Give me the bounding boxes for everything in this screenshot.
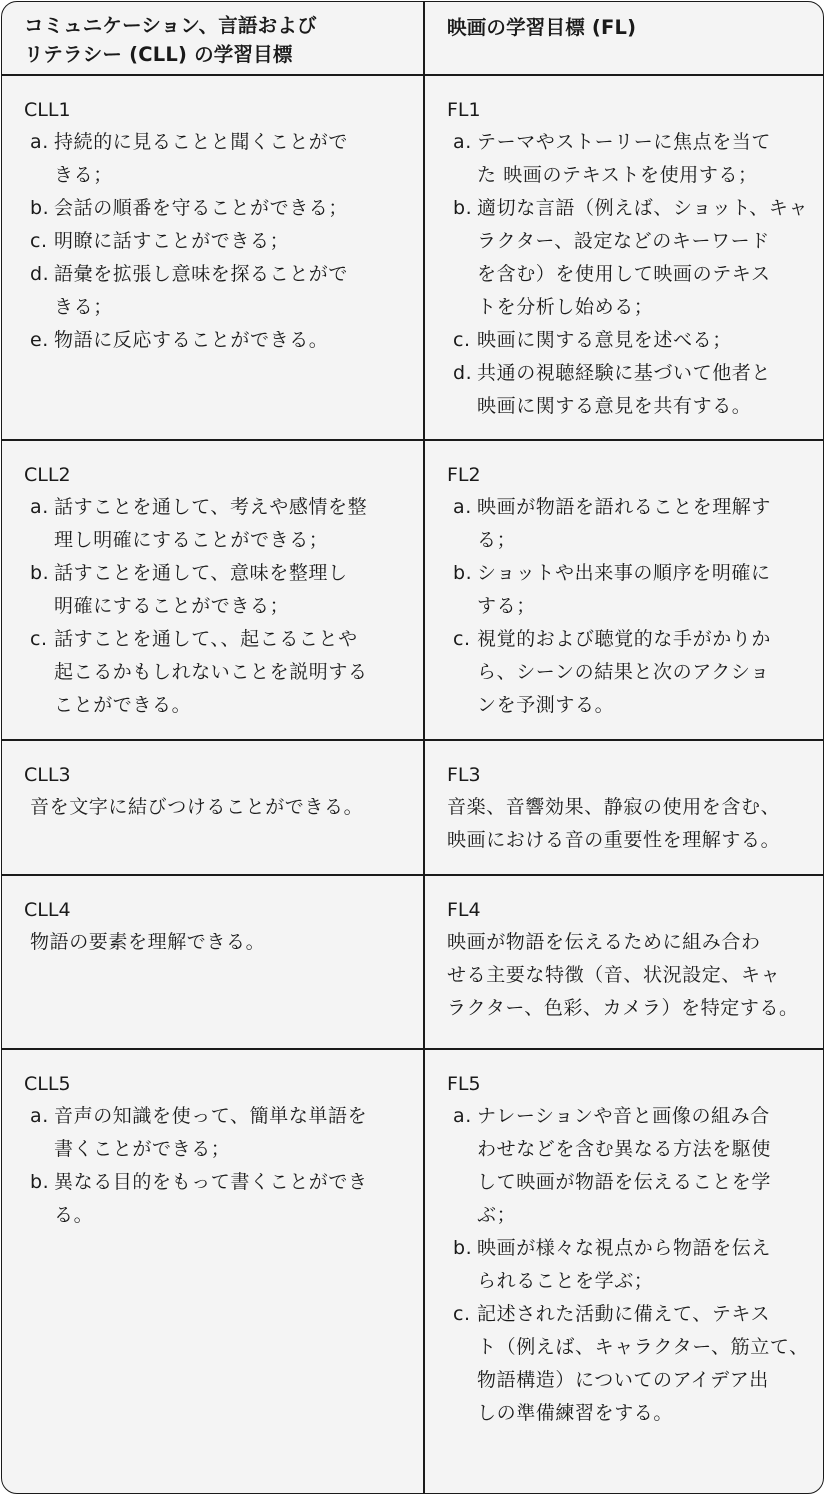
fl1-list xyxy=(425,126,824,423)
list-item: b. 適切な言語（例えば、ショット、キャ ラクター、設定などのキーワード を含む）を使用して映画のテキス トを分析し始める； xyxy=(453,197,809,318)
cll1-code: CLL1 xyxy=(24,99,71,121)
list-item: a. 話すことを通して、考えや感情を整 理し明確にすることができる； xyxy=(30,496,368,551)
cll4-text: 物語の要素を理解できる。 xyxy=(30,931,266,953)
list-item: a. 映画が物語を語れることを理解す る； xyxy=(453,496,772,551)
cll3-text: 音を文字に結びつけることができる。 xyxy=(30,796,364,818)
cll1-cell xyxy=(2,75,423,439)
header-fl-title: 映画の学習目標 (FL) xyxy=(447,16,637,39)
fl4-text: 映画が物語を伝えるために組み合わ せる主要な特徴（音、状況設定、キャ ラクター、色彩、カメラ）を特定する。 xyxy=(447,931,799,1019)
header-fl xyxy=(425,2,824,74)
list-item: e. 物語に反応することができる。 xyxy=(30,329,329,351)
fl1-code: FL1 xyxy=(447,99,481,121)
header-cll xyxy=(2,2,423,74)
fl1-cell xyxy=(425,75,824,439)
fl5-cell xyxy=(425,1049,824,1493)
list-item: a. 音声の知識を使って、簡単な単語を 書くことができる； xyxy=(30,1105,368,1160)
fl3-code: FL3 xyxy=(447,764,481,786)
cll5-list xyxy=(2,1100,423,1232)
list-item: b. 話すことを通して、意味を整理し 明確にすることができる； xyxy=(30,562,348,617)
cll4-code: CLL4 xyxy=(24,899,71,921)
cll5-code: CLL5 xyxy=(24,1073,71,1095)
list-item: b. ショットや出来事の順序を明確に する； xyxy=(453,562,771,617)
cll2-cell xyxy=(2,440,423,739)
fl3-text: 音楽、音響効果、静寂の使用を含む、 映画における音の重要性を理解する。 xyxy=(447,796,781,851)
list-item: a. テーマやストーリーに焦点を当て た 映画のテキストを使用する； xyxy=(453,131,772,186)
list-item: c. 視覚的および聴覚的な手がかりか ら、シーンの結果と次のアクショ ンを予測する。 xyxy=(453,628,772,716)
list-item: c. 映画に関する意見を述べる； xyxy=(453,329,732,351)
cll3-code: CLL3 xyxy=(24,764,71,786)
fl3-cell xyxy=(425,740,824,874)
fl2-code: FL2 xyxy=(447,464,481,486)
cll5-cell xyxy=(2,1049,423,1493)
list-item: b. 会話の順番を守ることができる； xyxy=(30,197,349,219)
fl2-cell xyxy=(425,440,824,739)
list-item: d. 共通の視聴経験に基づいて他者と 映画に関する意見を共有する。 xyxy=(453,362,772,417)
fl4-cell xyxy=(425,875,824,1048)
list-item: c. 記述された活動に備えて、テキス ト（例えば、キャラクター、筋立て、 物語構造）についてのアイデア出 しの準備練習をする。 xyxy=(453,1303,809,1424)
header-cll-title: コミュニケーション、言語および リテラシー (CLL) の学習目標 xyxy=(24,14,317,66)
fl2-list xyxy=(425,491,824,722)
list-item: d. 語彙を拡張し意味を探ることがで きる； xyxy=(30,263,349,318)
fl5-list xyxy=(425,1100,824,1430)
list-item: b. 異なる目的をもって書くことができ る。 xyxy=(30,1171,368,1226)
cll2-list xyxy=(2,491,423,722)
cll3-cell xyxy=(2,740,423,874)
list-item: c. 話すことを通して、、起こることや 起こるかもしれないことを説明する ことができる。 xyxy=(30,628,368,716)
list-item: a. 持続的に見ることと聞くことがで きる； xyxy=(30,131,349,186)
fl5-code: FL5 xyxy=(447,1073,481,1095)
learning-goals-table xyxy=(1,1,824,1494)
cll4-cell xyxy=(2,875,423,1048)
cll2-code: CLL2 xyxy=(24,464,71,486)
list-item: c. 明瞭に話すことができる； xyxy=(30,230,290,252)
cll1-list xyxy=(2,126,423,357)
list-item: a. ナレーションや音と画像の組み合 わせなどを含む異なる方法を駆使 して映画が物語を伝えることを学 ぶ； xyxy=(453,1105,772,1226)
list-item: b. 映画が様々な視点から物語を伝え られることを学ぶ； xyxy=(453,1237,772,1292)
fl4-code: FL4 xyxy=(447,899,481,921)
